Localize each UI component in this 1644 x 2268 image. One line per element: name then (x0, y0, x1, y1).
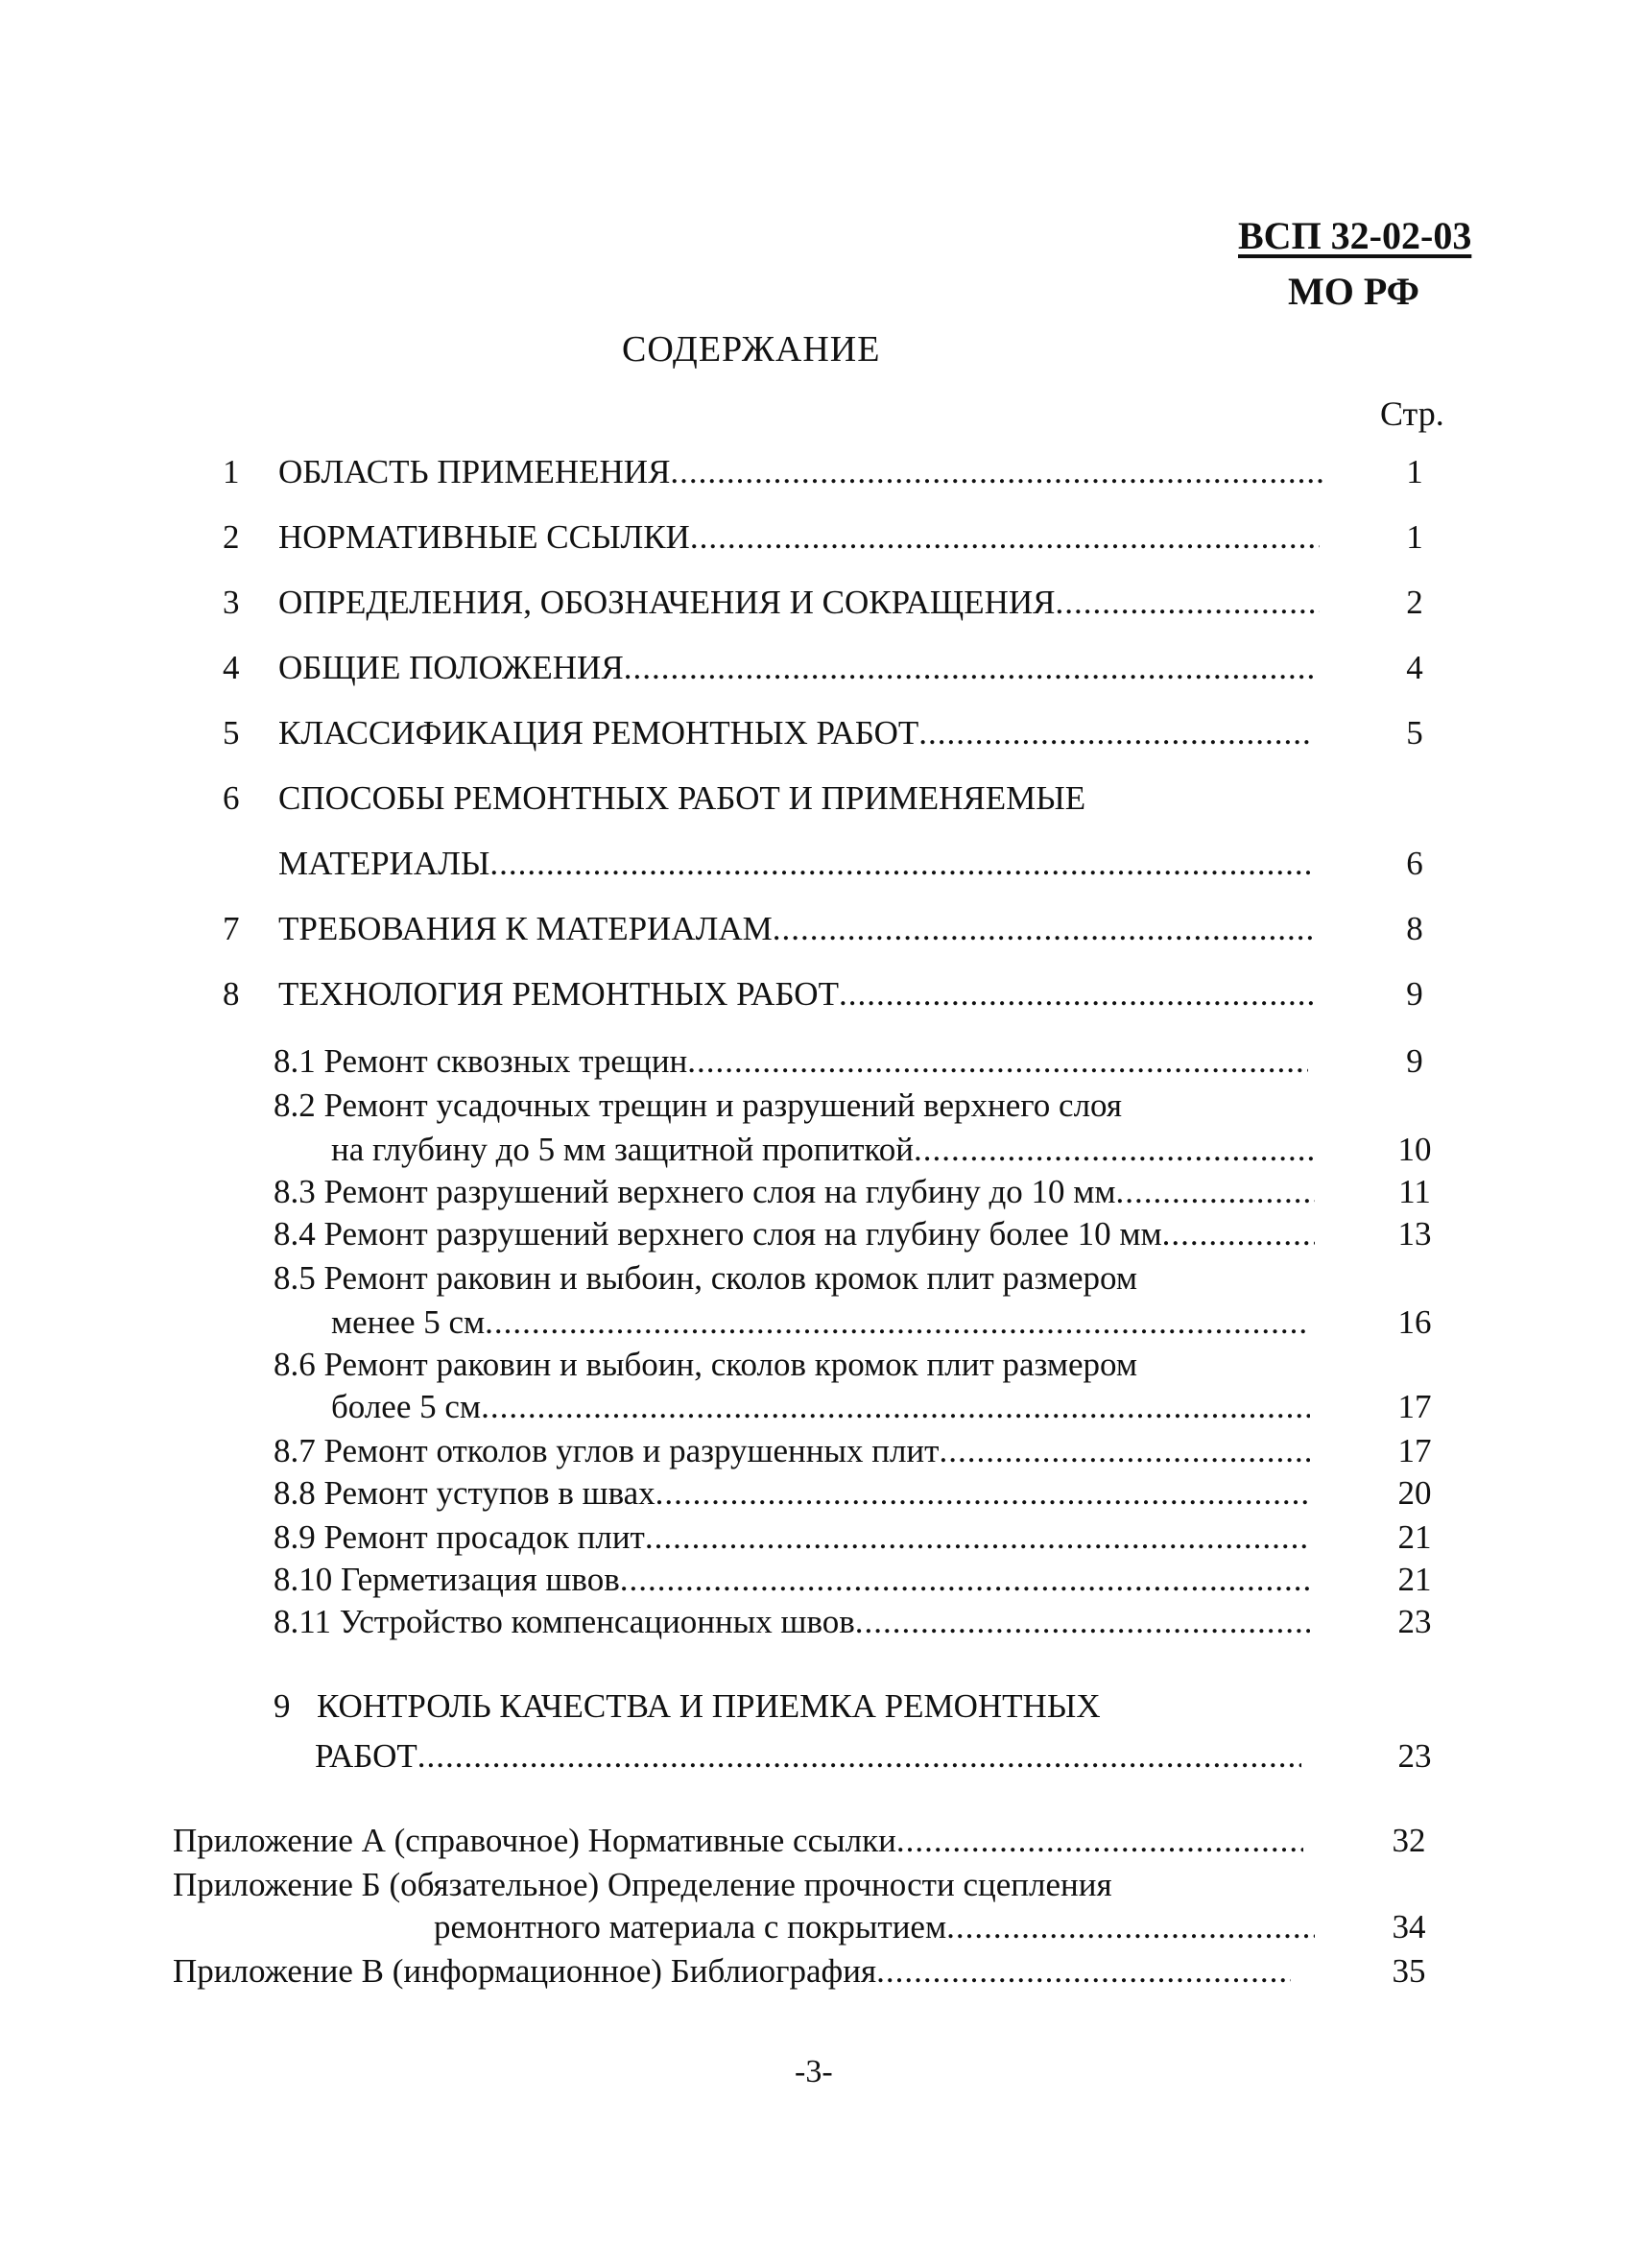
toc-subentry-8-2[interactable] (0, 1085, 1644, 1127)
toc-subentry-8-2-cont[interactable] (0, 1129, 1644, 1171)
toc-entry-page: 34 (1392, 1908, 1426, 1946)
toc-entry-number: 1 (223, 453, 240, 490)
toc-entry-1[interactable] (0, 451, 1644, 493)
toc-entry-page: 20 (1397, 1474, 1432, 1512)
toc-entry-label: 8.10 Герметизация швов (274, 1561, 620, 1598)
toc-entry-8[interactable] (0, 973, 1644, 1015)
toc-entry-page: 6 (1406, 845, 1423, 882)
toc-entry-label: 8.3 Ремонт разрушений верхнего слоя на глубину до 10 мм (274, 1173, 1116, 1210)
toc-entry-page: 17 (1397, 1432, 1432, 1469)
toc-entry-5[interactable] (0, 712, 1644, 754)
toc-entry-label: КЛАССИФИКАЦИЯ РЕМОНТНЫХ РАБОТ (278, 714, 919, 752)
toc-entry-page: 23 (1397, 1603, 1432, 1640)
toc-entry-label: ОБЩИЕ ПОЛОЖЕНИЯ (278, 649, 624, 686)
toc-entry-label-line1: Приложение Б (обязательное) Определение прочности сцепления (173, 1866, 1112, 1903)
toc-entry-page: 16 (1397, 1303, 1432, 1341)
toc-entry-label-line2: более 5 см (331, 1388, 482, 1425)
toc-entry-page: 1 (1406, 518, 1423, 556)
toc-entry-9[interactable] (0, 1685, 1644, 1728)
toc-entry-label-line2: МАТЕРИАЛЫ (278, 845, 490, 882)
toc-entry-3[interactable] (0, 582, 1644, 624)
toc-entry-label: 8.9 Ремонт просадок плит (274, 1518, 645, 1556)
toc-entry-page: 9 (1406, 1042, 1423, 1080)
toc-appendix-b-cont[interactable] (0, 1906, 1644, 1948)
page-number: -3- (795, 2054, 833, 2089)
toc-entry-page: 21 (1397, 1518, 1432, 1556)
toc-entry-page: 32 (1392, 1822, 1426, 1859)
toc-entry-label: 8.1 Ремонт сквозных трещин (274, 1042, 688, 1080)
toc-entry-label: ОБЛАСТЬ ПРИМЕНЕНИЯ (278, 453, 671, 490)
toc-entry-number: 9 (274, 1687, 291, 1725)
toc-entry-6[interactable] (0, 777, 1644, 820)
toc-entry-label: ОПРЕДЕЛЕНИЯ, ОБОЗНАЧЕНИЯ И СОКРАЩЕНИЯ (278, 584, 1056, 621)
toc-subentry-8-8[interactable] (0, 1472, 1644, 1515)
toc-subentry-8-6-cont[interactable] (0, 1386, 1644, 1428)
toc-entry-label-line1: СПОСОБЫ РЕМОНТНЫХ РАБОТ И ПРИМЕНЯЕМЫЕ (278, 779, 1086, 817)
toc-entry-page: 5 (1406, 714, 1423, 752)
toc-subentry-8-3[interactable] (0, 1171, 1644, 1213)
toc-entry-page: 4 (1406, 649, 1423, 686)
toc-entry-page: 21 (1397, 1561, 1432, 1598)
toc-entry-label: 8.4 Ремонт разрушений верхнего слоя на глубину более 10 мм (274, 1215, 1162, 1253)
toc-entry-label-line1: 8.2 Ремонт усадочных трещин и разрушений верхнего слоя (274, 1086, 1122, 1124)
toc-entry-page: 9 (1406, 975, 1423, 1013)
toc-entry-page: 1 (1406, 453, 1423, 490)
toc-entry-6-cont[interactable] (0, 843, 1644, 885)
toc-entry-label-line2: РАБОТ (315, 1737, 417, 1775)
toc-entry-label: 8.8 Ремонт уступов в швах (274, 1474, 655, 1512)
toc-entry-page: 11 (1398, 1173, 1431, 1210)
toc-subentry-8-7[interactable] (0, 1430, 1644, 1472)
toc-entry-label: ТЕХНОЛОГИЯ РЕМОНТНЫХ РАБОТ (278, 975, 839, 1013)
toc-subentry-8-10[interactable] (0, 1559, 1644, 1601)
toc-subentry-8-11[interactable] (0, 1601, 1644, 1643)
document-code: ВСП 32-02-03 (1238, 214, 1472, 257)
toc-entry-label-line2: менее 5 см (331, 1303, 486, 1341)
toc-entry-label-line2: на глубину до 5 мм защитной пропиткой (331, 1131, 914, 1168)
toc-subentry-8-6[interactable] (0, 1344, 1644, 1386)
toc-entry-page: 8 (1406, 910, 1423, 947)
page-title: СОДЕРЖАНИЕ (622, 329, 881, 370)
toc-entry-label: Приложение В (информационное) Библиография (173, 1952, 877, 1990)
toc-entry-page: 2 (1406, 584, 1423, 621)
toc-entry-page: 10 (1397, 1131, 1432, 1168)
toc-entry-9-cont[interactable] (0, 1735, 1644, 1778)
toc-entry-4[interactable] (0, 647, 1644, 689)
toc-entry-number: 8 (223, 975, 240, 1013)
toc-entry-label-line1: 8.6 Ремонт раковин и выбоин, сколов кромок плит размером (274, 1346, 1138, 1383)
toc-subentry-8-4[interactable] (0, 1213, 1644, 1255)
page-column-header: Стр. (1380, 394, 1444, 433)
toc-entry-label: 8.7 Ремонт отколов углов и разрушенных плит (274, 1432, 940, 1469)
toc-entry-page: 23 (1397, 1737, 1432, 1775)
toc-entry-label: НОРМАТИВНЫЕ ССЫЛКИ (278, 518, 690, 556)
toc-appendix-b[interactable] (0, 1864, 1644, 1906)
toc-entry-7[interactable] (0, 908, 1644, 950)
toc-appendix-v[interactable] (0, 1950, 1644, 1993)
toc-entry-2[interactable] (0, 516, 1644, 559)
toc-entry-label: 8.11 Устройство компенсационных швов (274, 1603, 855, 1640)
toc-entry-page: 13 (1397, 1215, 1432, 1253)
toc-entry-label-line1: 8.5 Ремонт раковин и выбоин, сколов кромок плит размером (274, 1259, 1138, 1297)
toc-entry-label-line2: ремонтного материала с покрытием (434, 1908, 947, 1946)
toc-appendix-a[interactable] (0, 1820, 1644, 1862)
toc-subentry-8-1[interactable] (0, 1040, 1644, 1083)
toc-entry-number: 2 (223, 518, 240, 556)
toc-entry-number: 4 (223, 649, 240, 686)
toc-subentry-8-9[interactable] (0, 1516, 1644, 1559)
toc-subentry-8-5[interactable] (0, 1257, 1644, 1300)
toc-entry-label: ТРЕБОВАНИЯ К МАТЕРИАЛАМ (278, 910, 773, 947)
toc-subentry-8-5-cont[interactable] (0, 1301, 1644, 1344)
toc-entry-number: 3 (223, 584, 240, 621)
organization: МО РФ (1288, 270, 1419, 313)
toc-entry-number: 7 (223, 910, 240, 947)
toc-entry-page: 35 (1392, 1952, 1426, 1990)
toc-entry-label: Приложение А (справочное) Нормативные ссылки (173, 1822, 896, 1859)
toc-entry-page: 17 (1397, 1388, 1432, 1425)
toc-entry-label-line1: КОНТРОЛЬ КАЧЕСТВА И ПРИЕМКА РЕМОНТНЫХ (317, 1687, 1101, 1725)
toc-entry-number: 6 (223, 779, 240, 817)
toc-entry-number: 5 (223, 714, 240, 752)
